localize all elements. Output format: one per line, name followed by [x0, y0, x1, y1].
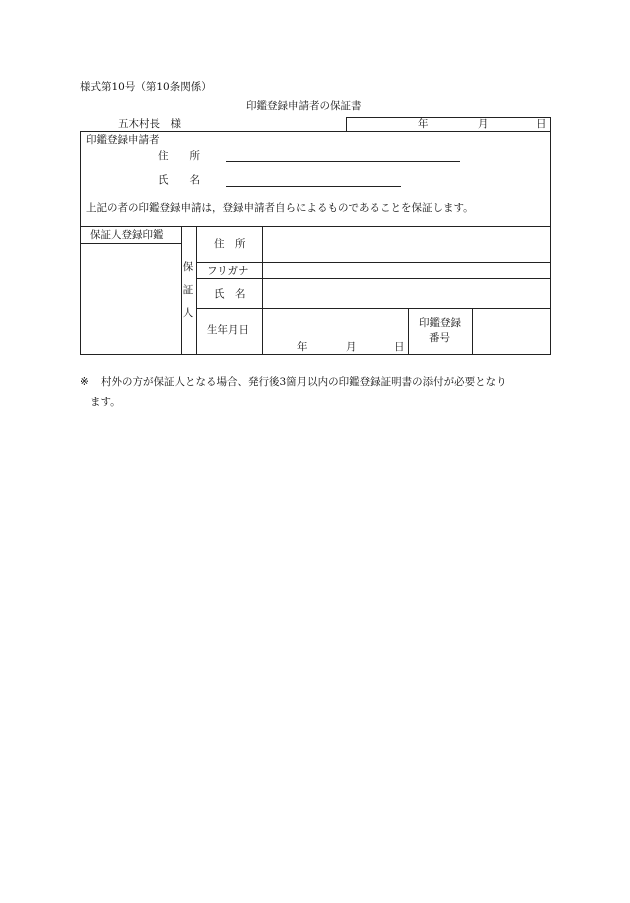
seal-number-cell-right-border	[472, 308, 473, 355]
date-box-left-border	[346, 117, 347, 132]
applicant-name-label: 氏 名	[158, 174, 200, 186]
seal-number-cell-left-border	[408, 308, 409, 355]
date-year-label: 年	[418, 118, 429, 130]
main-box-bottom-border	[80, 354, 551, 355]
seal-number-label-line1: 印鑑登録	[419, 317, 461, 329]
declaration-text: 上記の者の印鑑登録申請は，登録申請者自らによるものであることを保証します。	[86, 202, 474, 214]
guarantor-vertical-char-3: 人	[182, 307, 194, 319]
guarantor-birthdate-label: 生年月日	[207, 324, 249, 336]
note-line-1: 村外の方が保証人となる場合、発行後3箇月以内の印鑑登録証明書の添付が必要となり	[101, 376, 507, 388]
furigana-row-bottom-border	[196, 278, 551, 279]
guarantor-section-top-border	[80, 226, 551, 227]
main-box-top-border	[80, 131, 551, 132]
birthdate-year-label: 年	[297, 341, 308, 353]
addressee: 五木村長 様	[118, 118, 181, 130]
name-row-bottom-border	[196, 308, 551, 309]
birthdate-day-label: 日	[394, 341, 405, 353]
date-box-top-border	[346, 117, 551, 118]
note-line-2: ます。	[90, 396, 121, 408]
seal-number-label-line2: 番号	[429, 332, 450, 344]
applicant-address-label: 住 所	[158, 150, 200, 162]
note-mark: ※	[80, 376, 89, 388]
document-title: 印鑑登録申請者の保証書	[246, 100, 362, 112]
date-box-right-border	[550, 117, 551, 132]
seal-label-divider	[80, 243, 181, 244]
applicant-heading: 印鑑登録申請者	[86, 134, 160, 146]
date-day-label: 日	[536, 118, 547, 130]
birthdate-month-label: 月	[346, 341, 357, 353]
address-row-bottom-border	[196, 262, 551, 263]
main-box-right-border	[550, 131, 551, 355]
vertical-label-right-border	[196, 226, 197, 355]
guarantor-vertical-char-1: 保	[182, 261, 194, 273]
guarantor-name-label: 氏 名	[214, 288, 246, 300]
guarantor-furigana-label: フリガナ	[207, 265, 249, 277]
guarantor-seal-label: 保証人登録印鑑	[90, 229, 164, 241]
form-number: 様式第10号（第10条関係）	[80, 81, 212, 93]
guarantor-address-label: 住 所	[214, 238, 246, 250]
guarantor-vertical-char-2: 証	[182, 284, 194, 296]
applicant-address-line	[226, 161, 460, 162]
label-column-right-border	[262, 226, 263, 355]
applicant-name-line	[226, 186, 401, 187]
date-month-label: 月	[478, 118, 489, 130]
